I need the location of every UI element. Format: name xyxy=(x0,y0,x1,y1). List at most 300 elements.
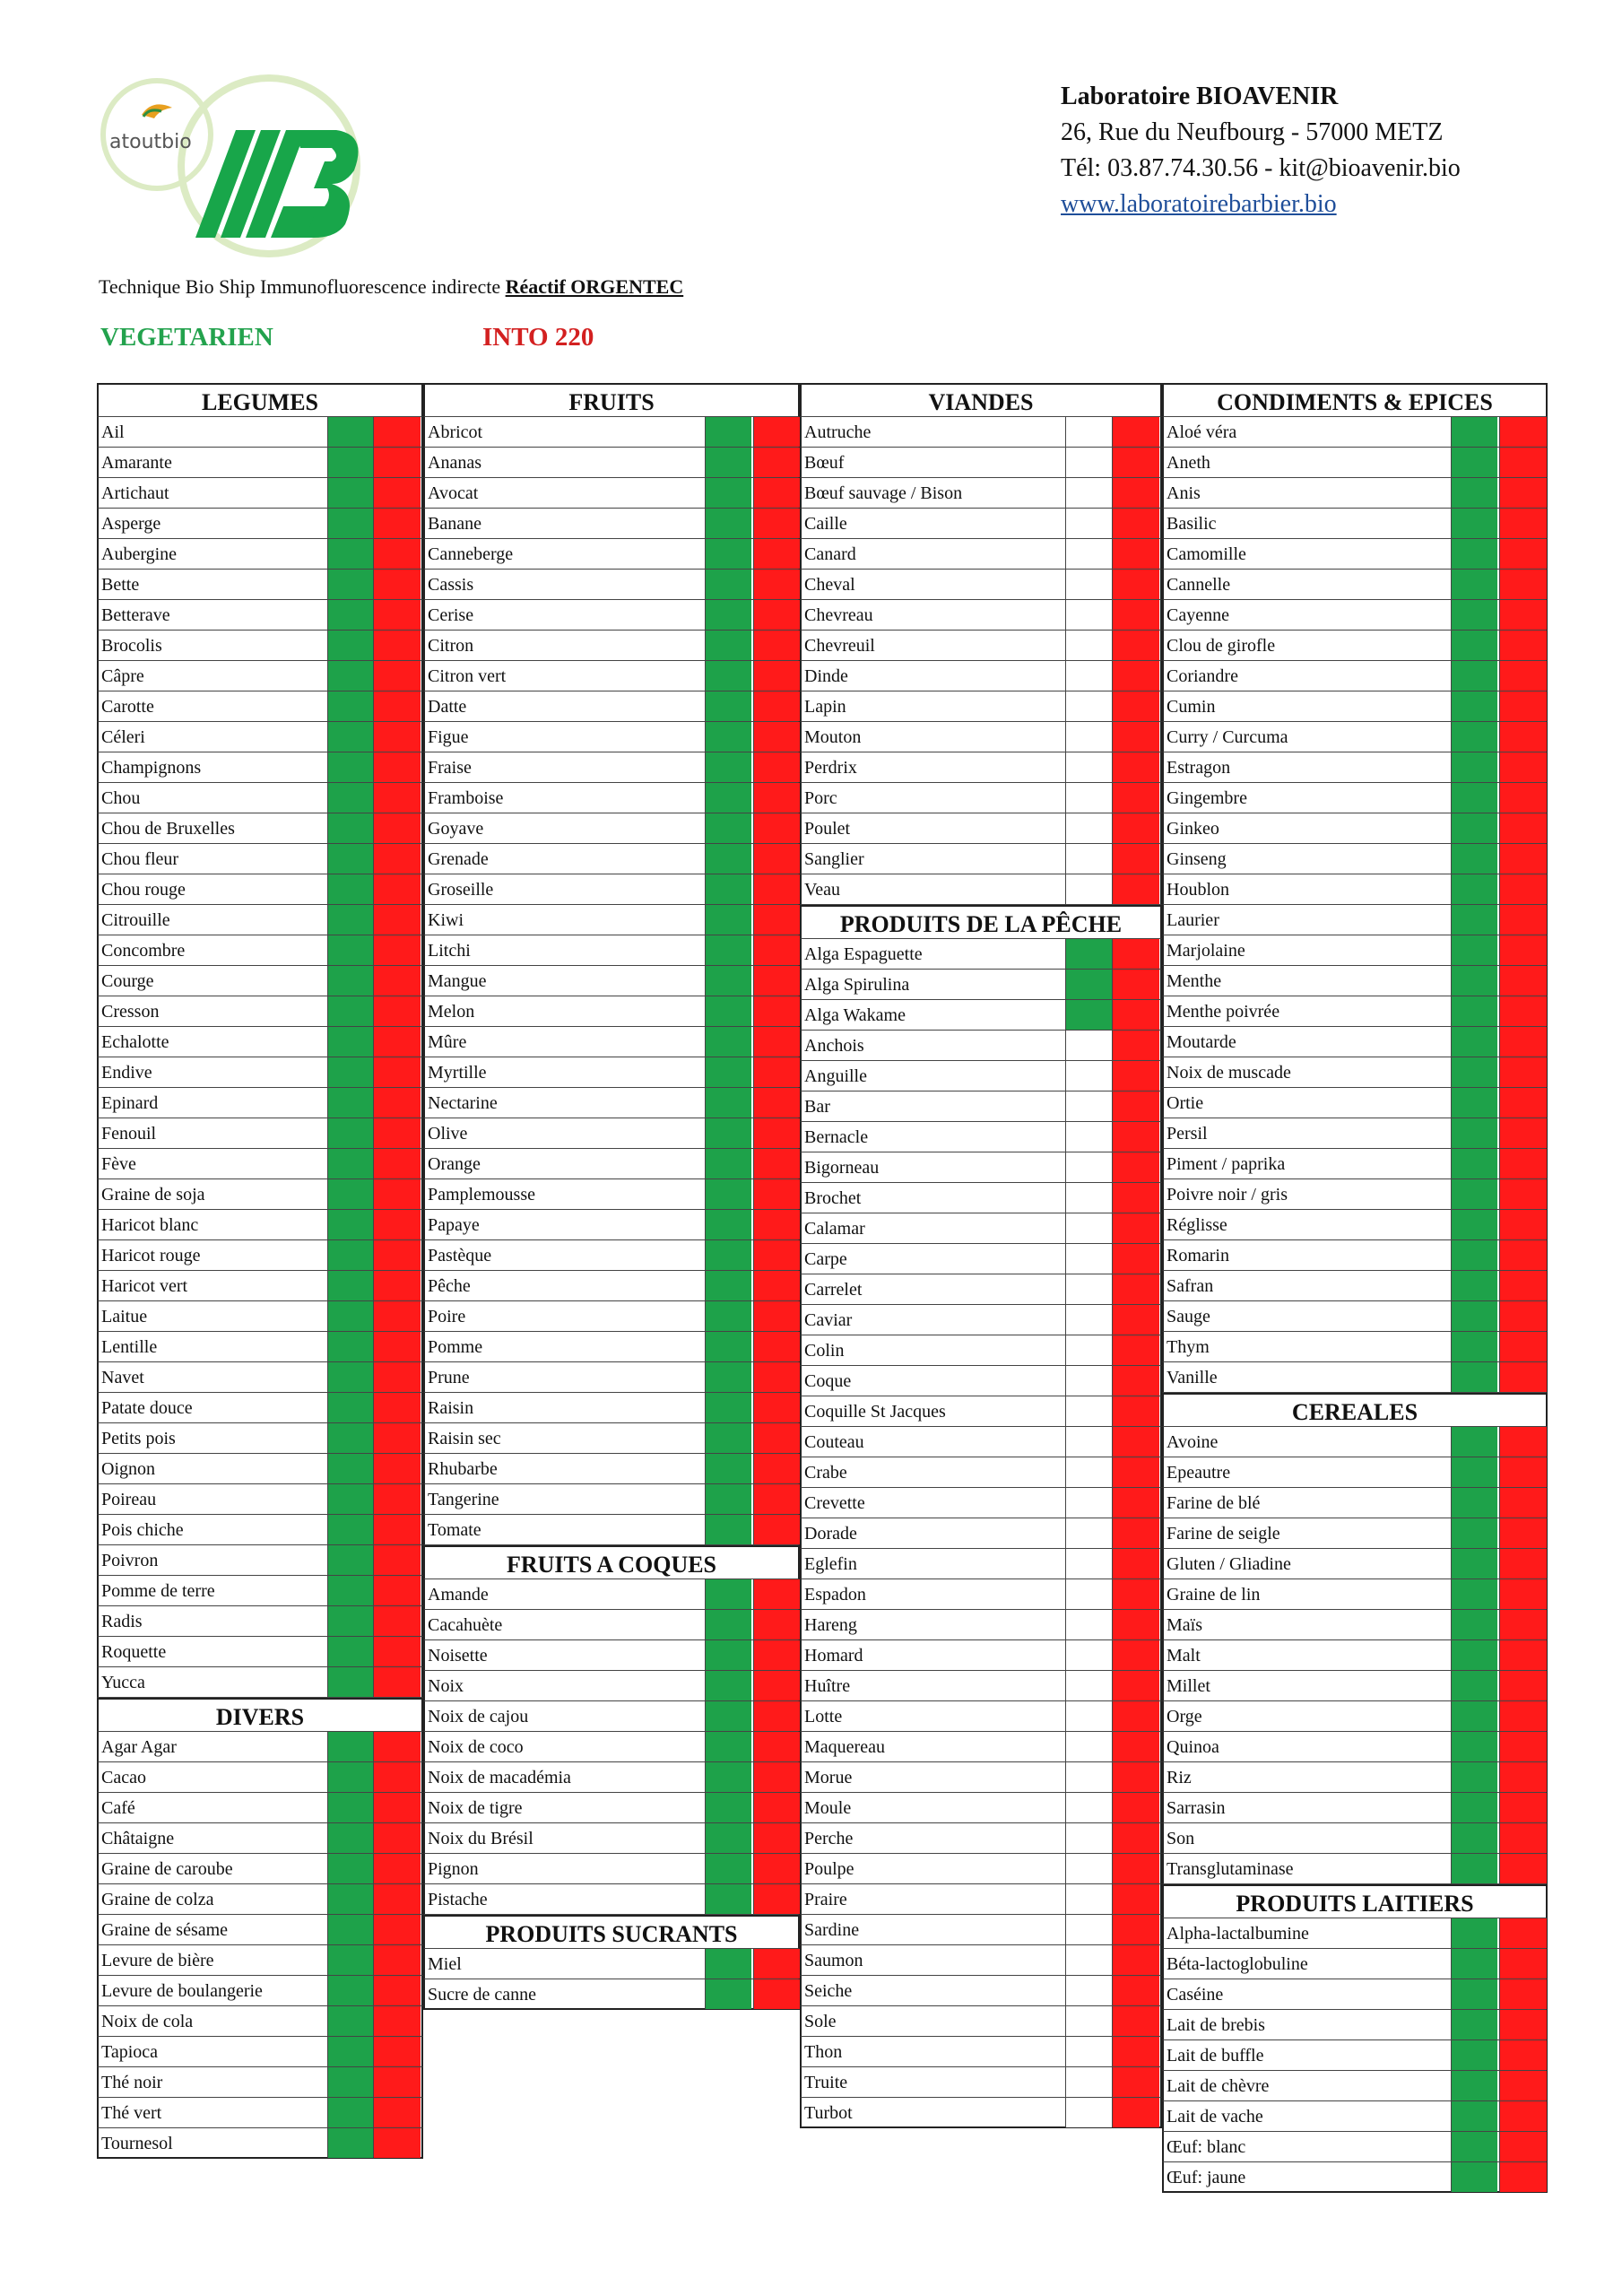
table-row xyxy=(1162,1457,1548,1488)
green-marker xyxy=(1451,570,1497,599)
table-row xyxy=(800,1213,1162,1244)
table-row xyxy=(800,631,1162,661)
table-row xyxy=(97,1637,423,1667)
green-marker xyxy=(1451,1488,1497,1518)
section-title: CONDIMENTS & EPICES xyxy=(1217,389,1493,415)
red-marker xyxy=(1499,570,1547,599)
green-marker xyxy=(1451,1301,1497,1331)
table-row xyxy=(97,1732,423,1762)
green-marker xyxy=(1451,1057,1497,1087)
red-marker xyxy=(753,1149,801,1178)
food-label: Estragon xyxy=(1167,758,1231,778)
table-row xyxy=(800,844,1162,874)
red-marker xyxy=(1112,1579,1159,1609)
green-marker xyxy=(327,1945,374,1975)
food-label: Citron xyxy=(428,636,474,656)
red-marker xyxy=(1499,874,1547,904)
food-label: Melon xyxy=(428,1002,475,1022)
table-row xyxy=(1162,996,1548,1027)
empty-marker xyxy=(1065,1518,1112,1548)
green-marker xyxy=(327,1732,374,1761)
green-marker xyxy=(705,1979,751,2009)
food-label: Pomme xyxy=(428,1337,483,1357)
logo-brand-text: atoutbio xyxy=(109,131,192,153)
empty-marker xyxy=(1065,1335,1112,1365)
food-label: Basilic xyxy=(1167,514,1217,534)
section-title: PRODUITS DE LA PÊCHE xyxy=(839,911,1123,937)
green-marker xyxy=(705,448,751,477)
green-marker xyxy=(327,448,374,477)
food-label: Alga Espaguette xyxy=(804,944,923,964)
table-row xyxy=(423,1423,800,1454)
red-marker xyxy=(1499,1762,1547,1792)
food-label: Gluten / Gliadine xyxy=(1167,1554,1291,1574)
food-label: Patate douce xyxy=(101,1398,193,1418)
food-label: Calamar xyxy=(804,1219,865,1239)
green-marker xyxy=(327,966,374,996)
red-marker xyxy=(373,1854,421,1883)
green-marker xyxy=(327,1606,374,1636)
red-marker xyxy=(1499,1057,1547,1087)
red-marker xyxy=(373,752,421,782)
empty-marker xyxy=(1065,1305,1112,1335)
table-row xyxy=(800,1518,1162,1549)
green-marker xyxy=(327,1149,374,1178)
food-label: Concombre xyxy=(101,941,186,961)
red-marker xyxy=(373,1332,421,1361)
red-marker xyxy=(373,935,421,965)
green-marker xyxy=(705,722,751,752)
red-marker xyxy=(373,1823,421,1853)
red-marker xyxy=(1499,844,1547,874)
table-row xyxy=(1162,1149,1548,1179)
section-header xyxy=(423,383,800,417)
food-label: Amarante xyxy=(101,453,172,473)
red-marker xyxy=(1112,1335,1159,1365)
red-marker xyxy=(1499,417,1547,447)
red-marker xyxy=(1112,1549,1159,1578)
red-marker xyxy=(373,417,421,447)
red-marker xyxy=(1112,631,1159,660)
food-label: Cayenne xyxy=(1167,605,1229,625)
food-label: Praire xyxy=(804,1890,847,1909)
table-row xyxy=(423,996,800,1027)
food-label: Coquille St Jacques xyxy=(804,1402,946,1422)
green-marker xyxy=(705,1393,751,1422)
table-row xyxy=(97,2037,423,2067)
table-row xyxy=(97,813,423,844)
table-row xyxy=(423,1793,800,1823)
table-row xyxy=(1162,1732,1548,1762)
empty-marker xyxy=(1065,509,1112,538)
green-marker xyxy=(1451,1271,1497,1300)
red-marker xyxy=(753,539,801,569)
green-marker xyxy=(327,1884,374,1914)
red-marker xyxy=(373,844,421,874)
green-marker xyxy=(327,2067,374,2097)
food-label: Sardine xyxy=(804,1920,860,1940)
red-marker xyxy=(1499,966,1547,996)
food-label: Bœuf xyxy=(804,453,845,473)
table-row xyxy=(423,1610,800,1640)
table-row xyxy=(97,1945,423,1976)
table-row xyxy=(1162,1701,1548,1732)
empty-marker xyxy=(1065,813,1112,843)
table-row xyxy=(423,722,800,752)
red-marker xyxy=(1499,722,1547,752)
table-row xyxy=(423,1393,800,1423)
red-marker xyxy=(753,1823,801,1853)
green-marker xyxy=(705,1640,751,1670)
red-marker xyxy=(1499,1362,1547,1392)
food-label: Chou rouge xyxy=(101,880,186,900)
table-row xyxy=(800,1091,1162,1122)
red-marker xyxy=(1499,2132,1547,2161)
green-marker xyxy=(705,509,751,538)
red-marker xyxy=(753,783,801,813)
table-row xyxy=(1162,1610,1548,1640)
red-marker xyxy=(1499,1732,1547,1761)
red-marker xyxy=(373,1732,421,1761)
empty-marker xyxy=(1065,539,1112,569)
food-label: Avoine xyxy=(1167,1432,1219,1452)
food-label: Yucca xyxy=(101,1673,145,1692)
food-label: Coque xyxy=(804,1371,852,1391)
red-marker xyxy=(753,1640,801,1670)
lab-website-link[interactable]: www.laboratoirebarbier.bio xyxy=(1061,190,1337,218)
red-marker xyxy=(753,1240,801,1270)
table-row xyxy=(423,448,800,478)
red-marker xyxy=(373,1884,421,1914)
table-row xyxy=(1162,478,1548,509)
food-label: Cerise xyxy=(428,605,474,625)
red-marker xyxy=(1112,2098,1159,2127)
empty-marker xyxy=(1065,1884,1112,1914)
empty-marker xyxy=(1065,1610,1112,1639)
food-label: Citron vert xyxy=(428,666,507,686)
red-marker xyxy=(1112,1427,1159,1457)
food-label: Epinard xyxy=(101,1093,159,1113)
food-label: Farine de seigle xyxy=(1167,1524,1280,1544)
food-label: Orge xyxy=(1167,1707,1202,1726)
table-row xyxy=(800,448,1162,478)
green-marker xyxy=(327,935,374,965)
table-row xyxy=(97,1854,423,1884)
table-row xyxy=(1162,1088,1548,1118)
food-label: Abricot xyxy=(428,422,483,442)
table-row xyxy=(423,1179,800,1210)
red-marker xyxy=(1499,1579,1547,1609)
food-label: Mouton xyxy=(804,727,862,747)
food-label: Bigorneau xyxy=(804,1158,880,1178)
food-label: Romarin xyxy=(1167,1246,1229,1265)
red-marker xyxy=(753,1332,801,1361)
food-label: Pêche xyxy=(428,1276,471,1296)
red-marker xyxy=(753,1484,801,1514)
red-marker xyxy=(373,1976,421,2005)
red-marker xyxy=(1499,2071,1547,2100)
red-marker xyxy=(373,631,421,660)
green-marker xyxy=(327,1027,374,1057)
food-label: Noisette xyxy=(428,1646,488,1665)
red-marker xyxy=(1112,691,1159,721)
green-marker xyxy=(1451,1027,1497,1057)
food-label: Chou de Bruxelles xyxy=(101,819,235,839)
green-marker xyxy=(327,1667,374,1697)
food-label: Agar Agar xyxy=(101,1737,177,1757)
section-header xyxy=(97,383,423,417)
green-marker xyxy=(705,1762,751,1792)
table-row xyxy=(97,1667,423,1698)
table-row xyxy=(423,1732,800,1762)
red-marker xyxy=(1112,1305,1159,1335)
food-label: Oignon xyxy=(101,1459,155,1479)
green-marker xyxy=(1451,1427,1497,1457)
table-row xyxy=(1162,722,1548,752)
food-label: Brocolis xyxy=(101,636,162,656)
table-row xyxy=(800,1061,1162,1091)
red-marker xyxy=(1112,1457,1159,1487)
table-row xyxy=(97,1576,423,1606)
food-label: Lentille xyxy=(101,1337,158,1357)
red-marker xyxy=(373,1393,421,1422)
food-label: Echalotte xyxy=(101,1032,169,1052)
food-label: Sauge xyxy=(1167,1307,1210,1326)
red-marker xyxy=(373,1576,421,1605)
red-marker xyxy=(753,448,801,477)
green-marker xyxy=(1451,1362,1497,1392)
table-row xyxy=(800,783,1162,813)
table-row xyxy=(1162,874,1548,905)
food-label: Kiwi xyxy=(428,910,464,930)
food-label: Haricot rouge xyxy=(101,1246,201,1265)
red-marker xyxy=(1499,1610,1547,1639)
green-marker xyxy=(705,600,751,630)
food-label: Noix de coco xyxy=(428,1737,524,1757)
empty-marker xyxy=(1065,1793,1112,1822)
green-marker xyxy=(327,478,374,508)
table-row xyxy=(800,1396,1162,1427)
green-marker xyxy=(327,2128,374,2158)
table-row xyxy=(1162,2071,1548,2101)
food-label: Saumon xyxy=(804,1951,863,1970)
table-row xyxy=(423,1854,800,1884)
food-label: Béta-lactoglobuline xyxy=(1167,1954,1308,1974)
red-marker xyxy=(1112,417,1159,447)
empty-marker xyxy=(1065,1671,1112,1700)
food-label: Amande xyxy=(428,1585,489,1605)
empty-marker xyxy=(1065,2067,1112,2097)
food-label: Chevreuil xyxy=(804,636,875,656)
food-label: Framboise xyxy=(428,788,504,808)
red-marker xyxy=(1499,905,1547,935)
green-marker xyxy=(1451,874,1497,904)
green-marker xyxy=(705,661,751,691)
red-marker xyxy=(373,691,421,721)
food-label: Carpe xyxy=(804,1249,847,1269)
table-row xyxy=(97,661,423,691)
red-marker xyxy=(1499,1918,1547,1948)
food-label: Tangerine xyxy=(428,1490,499,1509)
food-label: Mangue xyxy=(428,971,487,991)
empty-marker xyxy=(1065,1183,1112,1213)
red-marker xyxy=(753,1949,801,1979)
red-marker xyxy=(373,2067,421,2097)
food-label: Marjolaine xyxy=(1167,941,1245,961)
red-marker xyxy=(373,2037,421,2066)
empty-marker xyxy=(1065,2006,1112,2036)
section-title: FRUITS A COQUES xyxy=(506,1552,717,1578)
red-marker xyxy=(373,1454,421,1483)
green-marker xyxy=(705,1240,751,1270)
red-marker xyxy=(1499,1210,1547,1239)
red-marker xyxy=(1112,1366,1159,1396)
red-marker xyxy=(373,2098,421,2127)
green-marker xyxy=(705,783,751,813)
red-marker xyxy=(1112,1732,1159,1761)
food-label: Endive xyxy=(101,1063,152,1083)
green-marker xyxy=(1451,2071,1497,2100)
food-label: Banane xyxy=(428,514,481,534)
food-label: Bar xyxy=(804,1097,830,1117)
food-label: Tournesol xyxy=(101,2134,173,2153)
green-marker xyxy=(327,570,374,599)
empty-marker xyxy=(1065,1061,1112,1091)
table-row xyxy=(423,1949,800,1979)
green-marker xyxy=(705,478,751,508)
lab-contact: Tél: 03.87.74.30.56 - kit@bioavenir.bio xyxy=(1061,154,1461,182)
table-row xyxy=(97,905,423,935)
section-title: LEGUMES xyxy=(201,389,319,415)
food-label: Poivron xyxy=(101,1551,159,1570)
green-marker xyxy=(1451,1640,1497,1670)
table-row xyxy=(423,1088,800,1118)
food-label: Millet xyxy=(1167,1676,1210,1696)
food-label: Piment / paprika xyxy=(1167,1154,1286,1174)
food-label: Levure de bière xyxy=(101,1951,214,1970)
green-marker xyxy=(1451,600,1497,630)
table-row xyxy=(1162,600,1548,631)
red-marker xyxy=(1499,1271,1547,1300)
red-marker xyxy=(373,1240,421,1270)
table-row xyxy=(1162,1362,1548,1393)
red-marker xyxy=(1499,935,1547,965)
green-marker xyxy=(1451,905,1497,935)
red-marker xyxy=(373,813,421,843)
green-marker xyxy=(327,539,374,569)
food-label: Espadon xyxy=(804,1585,866,1605)
table-row xyxy=(800,2067,1162,2098)
green-marker xyxy=(705,935,751,965)
table-row xyxy=(423,1118,800,1149)
food-label: Fraise xyxy=(428,758,472,778)
green-marker xyxy=(1451,1549,1497,1578)
empty-marker xyxy=(1065,1152,1112,1182)
table-row xyxy=(1162,966,1548,996)
empty-marker xyxy=(1065,1274,1112,1304)
food-label: Farine de blé xyxy=(1167,1493,1261,1513)
green-marker xyxy=(327,1301,374,1331)
green-marker xyxy=(327,691,374,721)
empty-marker xyxy=(1065,448,1112,477)
table-row xyxy=(1162,2162,1548,2193)
green-marker xyxy=(327,600,374,630)
food-label: Autruche xyxy=(804,422,872,442)
table-row xyxy=(1162,752,1548,783)
table-row xyxy=(800,1732,1162,1762)
reagent-name: Réactif ORGENTEC xyxy=(505,275,684,298)
green-marker xyxy=(705,1210,751,1239)
food-label: Canneberge xyxy=(428,544,514,564)
red-marker xyxy=(373,1667,421,1697)
green-marker xyxy=(1065,1000,1112,1030)
food-label: Tapioca xyxy=(101,2042,159,2062)
table-row xyxy=(97,600,423,631)
green-marker xyxy=(327,2006,374,2036)
red-marker xyxy=(1112,539,1159,569)
table-row xyxy=(1162,631,1548,661)
food-label: Pastèque xyxy=(428,1246,492,1265)
red-marker xyxy=(753,752,801,782)
green-marker xyxy=(327,996,374,1026)
empty-marker xyxy=(1065,783,1112,813)
food-label: Olive xyxy=(428,1124,468,1144)
table-row xyxy=(97,722,423,752)
green-marker xyxy=(1451,935,1497,965)
table-row xyxy=(800,661,1162,691)
table-row xyxy=(800,691,1162,722)
food-label: Petits pois xyxy=(101,1429,176,1448)
food-label: Betterave xyxy=(101,605,170,625)
food-label: Seiche xyxy=(804,1981,853,2001)
green-marker xyxy=(1451,1671,1497,1700)
table-row xyxy=(1162,2132,1548,2162)
table-row xyxy=(1162,1240,1548,1271)
food-label: Cannelle xyxy=(1167,575,1231,595)
food-label: Cacao xyxy=(101,1768,146,1787)
table-row xyxy=(423,1027,800,1057)
food-label: Cresson xyxy=(101,1002,160,1022)
red-marker xyxy=(1112,1244,1159,1274)
red-marker xyxy=(1112,509,1159,538)
food-label: Prune xyxy=(428,1368,470,1387)
food-label: Pois chiche xyxy=(101,1520,184,1540)
table-row xyxy=(800,1610,1162,1640)
food-label: Pistache xyxy=(428,1890,488,1909)
red-marker xyxy=(1112,1823,1159,1853)
empty-marker xyxy=(1065,417,1112,447)
table-row xyxy=(1162,1671,1548,1701)
green-marker xyxy=(1451,1210,1497,1239)
table-row xyxy=(800,1335,1162,1366)
table-row xyxy=(1162,1549,1548,1579)
table-row xyxy=(1162,1579,1548,1610)
green-marker xyxy=(705,631,751,660)
food-label: Lait de brebis xyxy=(1167,2015,1265,2035)
green-marker xyxy=(1451,752,1497,782)
food-label: Thon xyxy=(804,2042,843,2062)
table-row xyxy=(97,509,423,539)
red-marker xyxy=(1112,1000,1159,1030)
food-label: Papaye xyxy=(428,1215,480,1235)
food-label: Bernacle xyxy=(804,1127,869,1147)
green-marker xyxy=(327,1179,374,1209)
red-marker xyxy=(1499,1179,1547,1209)
green-marker xyxy=(327,1762,374,1792)
empty-marker xyxy=(1065,631,1112,660)
food-label: Datte xyxy=(428,697,467,717)
food-label: Alga Wakame xyxy=(804,1005,906,1025)
